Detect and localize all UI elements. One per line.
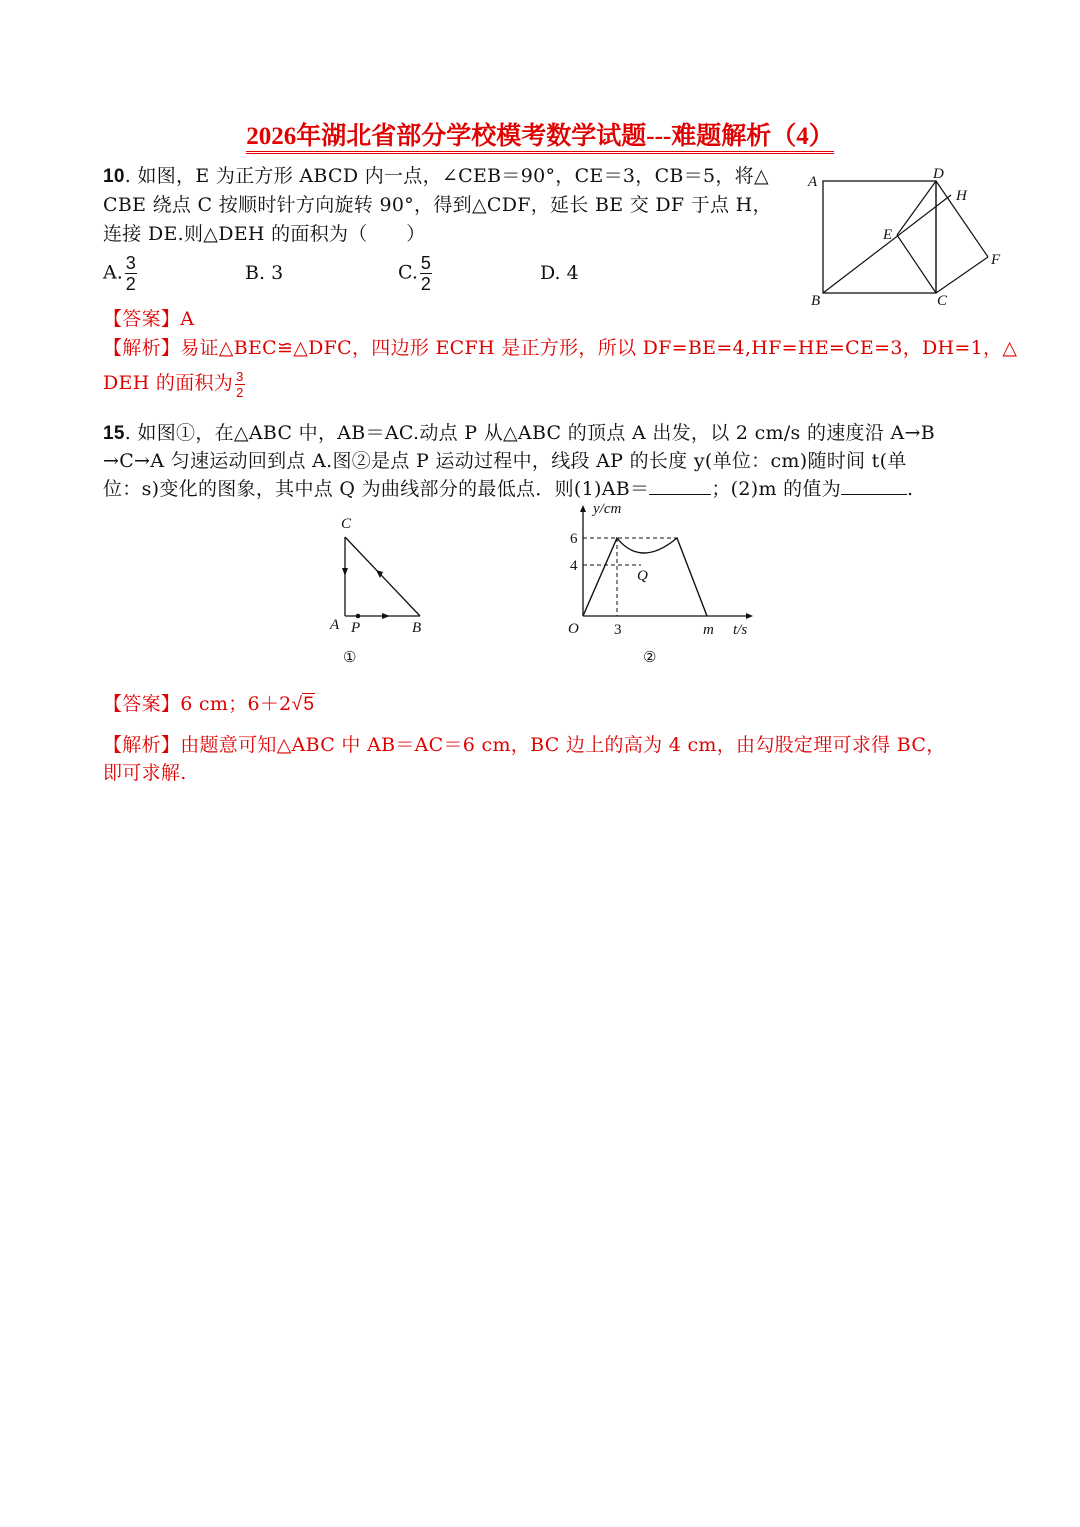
sqrt: √5 (291, 694, 315, 715)
q15-analysis-1: 【解析】由题意可知△ABC 中 AB＝AC＝6 cm，BC 边上的高为 4 cm，由勾股定理可求得 BC， (103, 734, 946, 756)
q10-number: 10 (103, 166, 125, 187)
q10-line-1: 10. 如图，E 为正方形 ABCD 内一点，∠CEB＝90°，CE＝3，CB＝5，将△ (103, 165, 769, 187)
side-bc (345, 537, 420, 616)
y-axis-arrow (580, 505, 586, 512)
label-d: D (933, 166, 944, 182)
q10-line-2: CBE 绕点 C 按顺时针方向旋转 90°，得到△CDF，延长 BE 交 DF 于点 H， (103, 194, 772, 216)
q10-choice-b: B. 3 (245, 262, 284, 284)
q10-analysis-2: DEH 的面积为 $\frac{3}{2}$ (103, 368, 244, 400)
y-label: y/cm (593, 501, 622, 517)
x-tick-m: m (703, 622, 714, 638)
label-a: A (808, 174, 818, 190)
label-h: H (956, 188, 967, 204)
line-bh (823, 195, 951, 293)
x-label: t/s (733, 622, 748, 638)
label-b: B (811, 293, 821, 309)
fraction: $\frac{3}{2}$ (236, 368, 244, 400)
label-f: F (991, 252, 1001, 268)
q15-figure-2 (560, 498, 760, 672)
q15-number: 15 (103, 423, 125, 444)
point-p (356, 614, 361, 619)
q15-analysis-2: 即可求解. (103, 762, 187, 784)
label-a: A (330, 617, 340, 633)
q10-line-3: 连接 DE.则△DEH 的面积为（ ） (103, 223, 426, 245)
q15-line-1: 15. 如图①，在△ABC 中，AB＝AC.动点 P 从△ABC 的顶点 A 出发，以 2 cm/s 的速度沿 A→B (103, 422, 935, 444)
blank-1 (649, 494, 711, 495)
y-tick-4: 4 (570, 558, 578, 574)
page-title: 2026年湖北省部分学校模考数学试题---难题解析（4） (0, 116, 1080, 152)
caption-1: ① (343, 650, 357, 666)
y-tick-6: 6 (570, 531, 578, 547)
q10-answer: 【答案】A (103, 308, 195, 330)
fraction: $\frac{3}{2}$ (125, 253, 136, 294)
label-q: Q (637, 568, 648, 584)
arrow-down (342, 568, 348, 576)
q10-choice-c: C. $\frac{5}{2}$ (398, 253, 431, 294)
x-tick-3: 3 (614, 622, 622, 638)
q10-analysis-1: 【解析】易证△BEC≌△DFC，四边形 ECFH 是正方形，所以 DF=BE=4,HF=HE=CE=3，DH=1，△ (103, 337, 1018, 359)
origin-label: O (568, 621, 579, 637)
q10-choice-a: A. $\frac{3}{2}$ (103, 253, 136, 294)
label-b: B (412, 620, 422, 636)
line-ec (897, 235, 936, 293)
q15-figure-1 (320, 512, 440, 672)
arrow-right (382, 613, 390, 619)
fraction: $\frac{5}{2}$ (420, 253, 431, 294)
label-c: C (341, 516, 352, 532)
label-p: P (351, 620, 361, 636)
blank-2 (841, 494, 907, 495)
label-c: C (937, 293, 948, 309)
square-abcd (823, 181, 936, 293)
line-de (897, 181, 936, 235)
q15-line-2: →C→A 匀速运动回到点 A.图②是点 P 运动过程中，线段 AP 的长度 y(单位：cm)随时间 t(单 (103, 450, 907, 472)
q15-answer: 【答案】6 cm；6＋2√5 (103, 693, 315, 715)
q10-choice-d: D. 4 (540, 262, 579, 284)
x-axis-arrow (746, 613, 753, 619)
q10-figure (800, 160, 1010, 310)
label-e: E (883, 227, 893, 243)
line-fc (936, 257, 988, 293)
q15-line-3: 位：s)变化的图象，其中点 Q 为曲线部分的最低点．则(1)AB＝ ；(2)m 的值为 . (103, 478, 914, 500)
caption-2: ② (643, 650, 657, 666)
